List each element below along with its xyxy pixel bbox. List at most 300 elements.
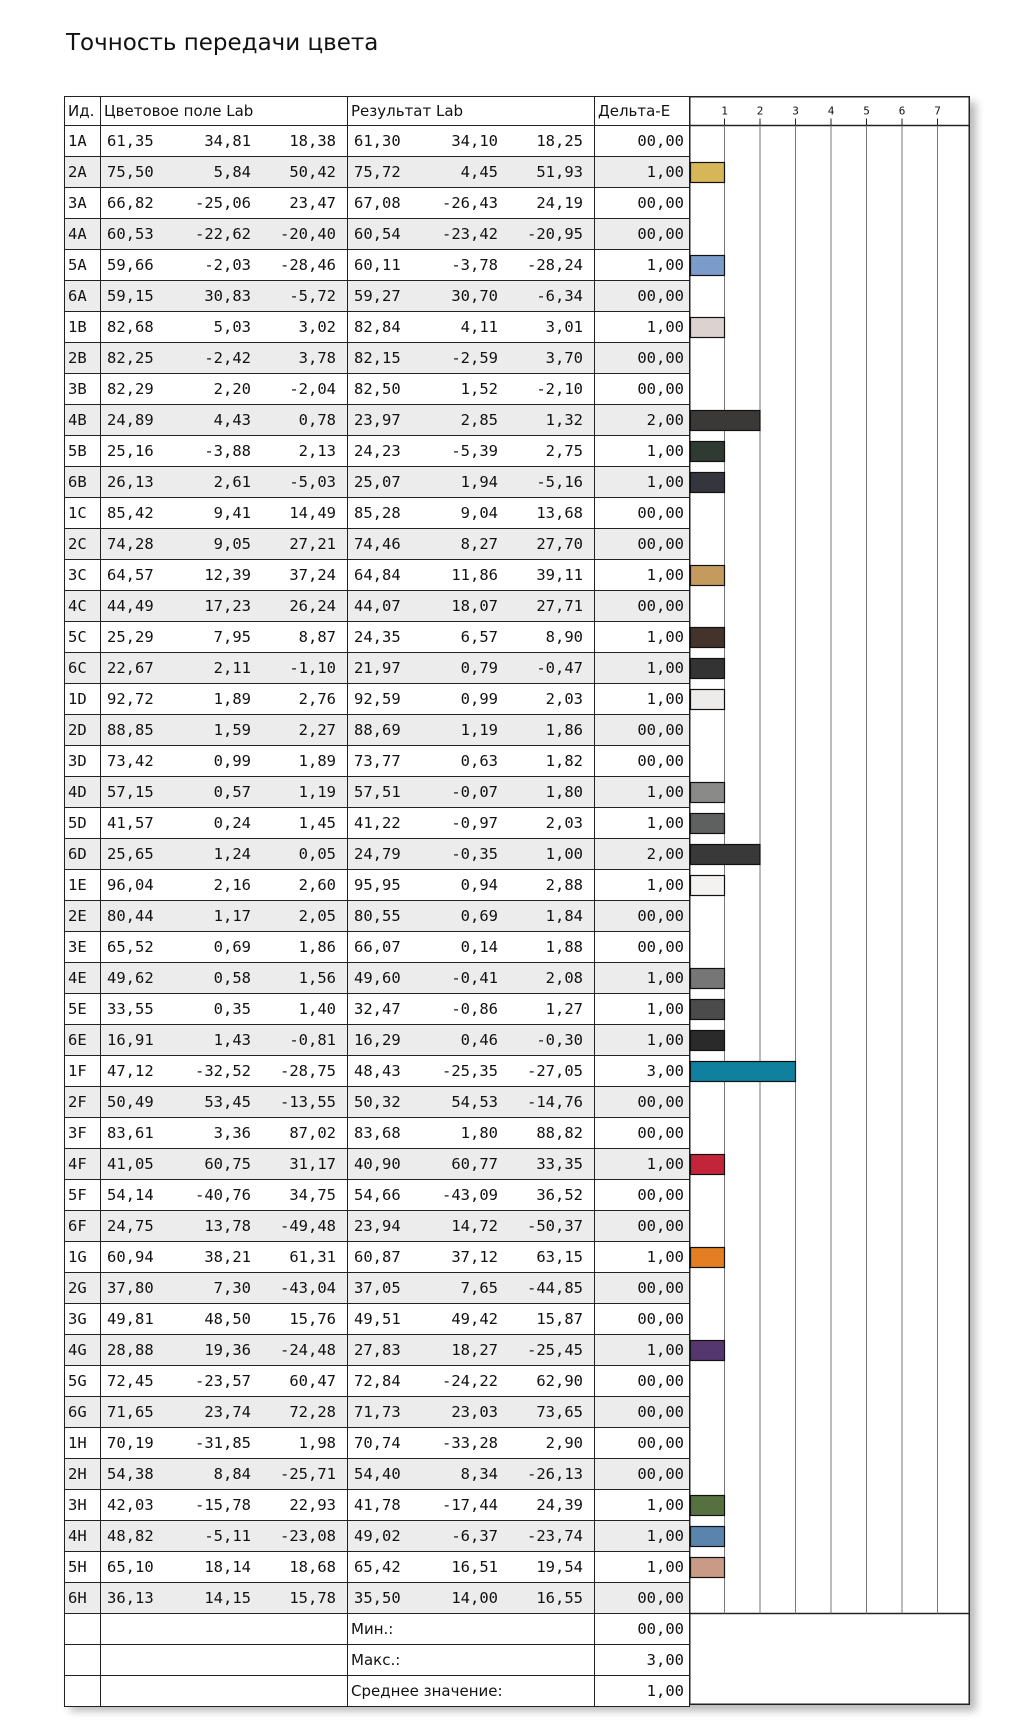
lab-l-value: 59,27 — [354, 287, 401, 305]
lab-l-value: 82,84 — [354, 318, 401, 336]
lab-b-value: 3,02 — [298, 318, 336, 336]
patch-id: 3H — [65, 1490, 101, 1521]
target-lab-cell — [101, 1180, 348, 1211]
lab-l-value: 49,60 — [354, 969, 401, 987]
patch-id: 2C — [65, 529, 101, 560]
target-lab-cell — [101, 839, 348, 870]
lab-a-value: 0,69 — [213, 938, 251, 956]
lab-l-value: 41,78 — [354, 1496, 401, 1514]
delta-e-bar — [691, 256, 725, 276]
lab-b-value: 27,70 — [536, 535, 583, 553]
table-row — [65, 1087, 690, 1118]
lab-a-value: 48,50 — [204, 1310, 251, 1328]
lab-a-value: -0,07 — [451, 783, 498, 801]
lab-a-value: 1,80 — [460, 1124, 498, 1142]
delta-e-bar — [691, 318, 725, 338]
lab-b-value: 2,90 — [545, 1434, 583, 1452]
delta-e-bar — [691, 814, 725, 834]
result-lab-cell — [348, 808, 595, 839]
lab-b-value: 51,93 — [536, 163, 583, 181]
delta-e-value: 00,00 — [595, 219, 690, 250]
lab-l-value: 37,05 — [354, 1279, 401, 1297]
delta-e-bar — [691, 783, 725, 803]
result-lab-cell — [348, 1366, 595, 1397]
lab-a-value: 18,27 — [451, 1341, 498, 1359]
result-lab-cell — [348, 157, 595, 188]
lab-b-value: -43,04 — [280, 1279, 336, 1297]
result-lab-cell — [348, 1335, 595, 1366]
lab-l-value: 26,13 — [107, 473, 154, 491]
delta-e-value: 1,00 — [595, 684, 690, 715]
lab-b-value: -25,71 — [280, 1465, 336, 1483]
lab-b-value: 0,05 — [298, 845, 336, 863]
result-lab-cell — [348, 436, 595, 467]
lab-l-value: 32,47 — [354, 1000, 401, 1018]
lab-a-value: -25,35 — [442, 1062, 498, 1080]
lab-b-value: 1,56 — [298, 969, 336, 987]
target-lab-cell — [101, 312, 348, 343]
lab-b-value: 61,31 — [289, 1248, 336, 1266]
table-row — [65, 312, 690, 343]
lab-b-value: 37,24 — [289, 566, 336, 584]
color-accuracy-report — [64, 96, 970, 1705]
patch-id: 4B — [65, 405, 101, 436]
result-lab-cell — [348, 1180, 595, 1211]
delta-e-value: 1,00 — [595, 622, 690, 653]
lab-l-value: 25,16 — [107, 442, 154, 460]
patch-id: 6A — [65, 281, 101, 312]
patch-id: 4G — [65, 1335, 101, 1366]
lab-l-value: 16,91 — [107, 1031, 154, 1049]
delta-e-bar-chart — [689, 96, 970, 1705]
lab-a-value: -5,11 — [204, 1527, 251, 1545]
delta-e-value: 00,00 — [595, 188, 690, 219]
lab-b-value: 18,38 — [289, 132, 336, 150]
lab-b-value: 8,87 — [298, 628, 336, 646]
lab-a-value: -17,44 — [442, 1496, 498, 1514]
delta-e-bar — [691, 845, 761, 865]
lab-b-value: -1,10 — [289, 659, 336, 677]
lab-b-value: 88,82 — [536, 1124, 583, 1142]
target-lab-cell — [101, 1490, 348, 1521]
lab-b-value: -2,04 — [289, 380, 336, 398]
patch-id: 5F — [65, 1180, 101, 1211]
result-lab-cell — [348, 1521, 595, 1552]
delta-e-bar — [691, 442, 725, 462]
lab-a-value: -3,88 — [204, 442, 251, 460]
table-row — [65, 591, 690, 622]
delta-e-value: 1,00 — [595, 1490, 690, 1521]
patch-id: 3B — [65, 374, 101, 405]
lab-b-value: 15,76 — [289, 1310, 336, 1328]
delta-e-value: 1,00 — [595, 1149, 690, 1180]
lab-a-value: 53,45 — [204, 1093, 251, 1111]
lab-l-value: 25,07 — [354, 473, 401, 491]
result-lab-cell — [348, 1397, 595, 1428]
lab-b-value: 3,78 — [298, 349, 336, 367]
lab-a-value: 1,59 — [213, 721, 251, 739]
lab-l-value: 27,83 — [354, 1341, 401, 1359]
delta-e-value: 00,00 — [595, 1273, 690, 1304]
lab-l-value: 61,30 — [354, 132, 401, 150]
lab-l-value: 59,15 — [107, 287, 154, 305]
target-lab-cell — [101, 1149, 348, 1180]
result-lab-cell — [348, 405, 595, 436]
page-title: Точность передачи цвета — [66, 30, 379, 56]
target-lab-cell — [101, 746, 348, 777]
lab-a-value: 23,03 — [451, 1403, 498, 1421]
lab-l-value: 49,81 — [107, 1310, 154, 1328]
target-lab-cell — [101, 126, 348, 157]
delta-e-value: 1,00 — [595, 870, 690, 901]
result-lab-cell — [348, 1428, 595, 1459]
lab-b-value: 2,13 — [298, 442, 336, 460]
result-lab-cell — [348, 1211, 595, 1242]
lab-a-value: 30,70 — [451, 287, 498, 305]
lab-b-value: -0,30 — [536, 1031, 583, 1049]
patch-id: 6H — [65, 1583, 101, 1614]
result-lab-cell — [348, 312, 595, 343]
delta-e-value: 00,00 — [595, 746, 690, 777]
table-row — [65, 436, 690, 467]
summary-row — [65, 1614, 690, 1645]
delta-e-value: 00,00 — [595, 1397, 690, 1428]
delta-e-value: 00,00 — [595, 126, 690, 157]
lab-l-value: 71,65 — [107, 1403, 154, 1421]
delta-e-value: 1,00 — [595, 436, 690, 467]
target-lab-cell — [101, 529, 348, 560]
delta-e-bar — [691, 1000, 725, 1020]
lab-b-value: -5,16 — [536, 473, 583, 491]
lab-a-value: 9,05 — [213, 535, 251, 553]
delta-e-value: 00,00 — [595, 1428, 690, 1459]
result-lab-cell — [348, 343, 595, 374]
lab-b-value: 15,78 — [289, 1589, 336, 1607]
lab-l-value: 60,87 — [354, 1248, 401, 1266]
summary-value: 3,00 — [595, 1645, 690, 1676]
lab-l-value: 73,42 — [107, 752, 154, 770]
patch-id: 2B — [65, 343, 101, 374]
table-row — [65, 281, 690, 312]
lab-l-value: 95,95 — [354, 876, 401, 894]
lab-l-value: 49,51 — [354, 1310, 401, 1328]
target-lab-cell — [101, 870, 348, 901]
table-row — [65, 622, 690, 653]
lab-a-value: 1,19 — [460, 721, 498, 739]
chart-tick-label: 6 — [898, 104, 906, 118]
header-id: Ид. — [65, 97, 101, 126]
table-row — [65, 839, 690, 870]
lab-l-value: 72,84 — [354, 1372, 401, 1390]
patch-id: 5G — [65, 1366, 101, 1397]
lab-b-value: 26,24 — [289, 597, 336, 615]
result-lab-cell — [348, 1273, 595, 1304]
lab-b-value: 73,65 — [536, 1403, 583, 1421]
delta-e-value: 1,00 — [595, 157, 690, 188]
chart-tick-label: 3 — [792, 104, 799, 118]
lab-a-value: 8,84 — [213, 1465, 251, 1483]
target-lab-cell — [101, 1428, 348, 1459]
result-lab-cell — [348, 963, 595, 994]
result-lab-cell — [348, 839, 595, 870]
target-lab-cell — [101, 188, 348, 219]
table-row — [65, 1459, 690, 1490]
delta-e-value: 00,00 — [595, 932, 690, 963]
lab-b-value: 1,89 — [298, 752, 336, 770]
lab-b-value: 8,90 — [545, 628, 583, 646]
lab-b-value: 13,68 — [536, 504, 583, 522]
lab-a-value: -43,09 — [442, 1186, 498, 1204]
lab-a-value: 7,30 — [213, 1279, 251, 1297]
lab-b-value: 31,17 — [289, 1155, 336, 1173]
result-lab-cell — [348, 1583, 595, 1614]
lab-l-value: 96,04 — [107, 876, 154, 894]
patch-id: 6F — [65, 1211, 101, 1242]
lab-a-value: 5,84 — [213, 163, 251, 181]
lab-b-value: 2,08 — [545, 969, 583, 987]
patch-id: 6B — [65, 467, 101, 498]
target-lab-cell — [101, 1521, 348, 1552]
lab-b-value: 18,25 — [536, 132, 583, 150]
lab-b-value: -28,46 — [280, 256, 336, 274]
lab-b-value: 3,70 — [545, 349, 583, 367]
chart-tick-label: 4 — [827, 104, 835, 118]
lab-l-value: 28,88 — [107, 1341, 154, 1359]
target-lab-cell — [101, 994, 348, 1025]
delta-e-value: 00,00 — [595, 343, 690, 374]
lab-l-value: 80,55 — [354, 907, 401, 925]
patch-id: 5E — [65, 994, 101, 1025]
chart-tick-label: 5 — [863, 104, 870, 118]
lab-b-value: 2,75 — [545, 442, 583, 460]
lab-b-value: -6,34 — [536, 287, 583, 305]
table-row — [65, 1397, 690, 1428]
lab-a-value: -26,43 — [442, 194, 498, 212]
target-lab-cell — [101, 1397, 348, 1428]
patch-id: 3C — [65, 560, 101, 591]
delta-e-bar — [691, 628, 725, 648]
lab-a-value: 0,79 — [460, 659, 498, 677]
lab-b-value: 2,05 — [298, 907, 336, 925]
lab-b-value: 63,15 — [536, 1248, 583, 1266]
lab-a-value: -0,35 — [451, 845, 498, 863]
target-lab-cell — [101, 1335, 348, 1366]
lab-b-value: 22,93 — [289, 1496, 336, 1514]
lab-b-value: -49,48 — [280, 1217, 336, 1235]
lab-a-value: 30,83 — [204, 287, 251, 305]
lab-l-value: 44,07 — [354, 597, 401, 615]
lab-b-value: 1,45 — [298, 814, 336, 832]
lab-l-value: 54,40 — [354, 1465, 401, 1483]
delta-e-value: 3,00 — [595, 1056, 690, 1087]
lab-a-value: 17,23 — [204, 597, 251, 615]
patch-id: 3G — [65, 1304, 101, 1335]
target-lab-cell — [101, 808, 348, 839]
result-lab-cell — [348, 1118, 595, 1149]
lab-b-value: -28,75 — [280, 1062, 336, 1080]
lab-l-value: 41,22 — [354, 814, 401, 832]
patch-id: 5B — [65, 436, 101, 467]
lab-a-value: -22,62 — [195, 225, 251, 243]
delta-e-bar — [691, 1155, 725, 1175]
table-header-row — [65, 97, 690, 126]
table-row — [65, 684, 690, 715]
lab-l-value: 44,49 — [107, 597, 154, 615]
lab-l-value: 74,28 — [107, 535, 154, 553]
lab-a-value: -0,97 — [451, 814, 498, 832]
target-lab-cell — [101, 405, 348, 436]
lab-a-value: 9,41 — [213, 504, 251, 522]
lab-a-value: 0,99 — [213, 752, 251, 770]
lab-a-value: -32,52 — [195, 1062, 251, 1080]
lab-a-value: 1,89 — [213, 690, 251, 708]
result-lab-cell — [348, 281, 595, 312]
patch-id: 2G — [65, 1273, 101, 1304]
lab-b-value: 36,52 — [536, 1186, 583, 1204]
lab-a-value: 2,61 — [213, 473, 251, 491]
lab-b-value: 1,82 — [545, 752, 583, 770]
lab-b-value: 16,55 — [536, 1589, 583, 1607]
lab-l-value: 59,66 — [107, 256, 154, 274]
table-row — [65, 560, 690, 591]
patch-id: 1G — [65, 1242, 101, 1273]
result-lab-cell — [348, 1552, 595, 1583]
lab-b-value: -23,08 — [280, 1527, 336, 1545]
table-row — [65, 1366, 690, 1397]
delta-e-bar — [691, 163, 725, 183]
lab-a-value: 0,14 — [460, 938, 498, 956]
lab-a-value: -3,78 — [451, 256, 498, 274]
delta-e-value: 1,00 — [595, 963, 690, 994]
lab-a-value: 14,15 — [204, 1589, 251, 1607]
lab-a-value: 19,36 — [204, 1341, 251, 1359]
table-row — [65, 1490, 690, 1521]
lab-a-value: 14,00 — [451, 1589, 498, 1607]
delta-e-value: 1,00 — [595, 1025, 690, 1056]
result-lab-cell — [348, 1304, 595, 1335]
empty-cell — [65, 1614, 101, 1645]
result-lab-cell — [348, 777, 595, 808]
lab-l-value: 73,77 — [354, 752, 401, 770]
target-lab-cell — [101, 1459, 348, 1490]
table-row — [65, 157, 690, 188]
target-lab-cell — [101, 932, 348, 963]
delta-e-value: 00,00 — [595, 1087, 690, 1118]
lab-a-value: 4,11 — [460, 318, 498, 336]
lab-a-value: -23,57 — [195, 1372, 251, 1390]
delta-e-value: 00,00 — [595, 529, 690, 560]
lab-b-value: -24,48 — [280, 1341, 336, 1359]
lab-b-value: 2,88 — [545, 876, 583, 894]
lab-b-value: -13,55 — [280, 1093, 336, 1111]
lab-l-value: 35,50 — [354, 1589, 401, 1607]
lab-b-value: 2,60 — [298, 876, 336, 894]
target-lab-cell — [101, 467, 348, 498]
lab-b-value: 1,80 — [545, 783, 583, 801]
lab-l-value: 82,25 — [107, 349, 154, 367]
lab-l-value: 74,46 — [354, 535, 401, 553]
summary-row — [65, 1645, 690, 1676]
empty-cell — [101, 1614, 348, 1645]
summary-row — [65, 1676, 690, 1707]
header-delta-e: Дельта-E — [595, 97, 690, 126]
table-row — [65, 1180, 690, 1211]
delta-e-value: 00,00 — [595, 591, 690, 622]
lab-l-value: 75,50 — [107, 163, 154, 181]
lab-a-value: 3,36 — [213, 1124, 251, 1142]
lab-l-value: 66,82 — [107, 194, 154, 212]
result-lab-cell — [348, 622, 595, 653]
lab-a-value: 49,42 — [451, 1310, 498, 1328]
lab-l-value: 25,29 — [107, 628, 154, 646]
lab-b-value: -26,13 — [527, 1465, 583, 1483]
result-lab-cell — [348, 498, 595, 529]
lab-b-value: 14,49 — [289, 504, 336, 522]
table-row — [65, 932, 690, 963]
delta-e-value: 1,00 — [595, 250, 690, 281]
table-row — [65, 343, 690, 374]
table-row — [65, 963, 690, 994]
table-body — [65, 126, 690, 1614]
result-lab-cell — [348, 1025, 595, 1056]
lab-l-value: 23,97 — [354, 411, 401, 429]
lab-l-value: 49,02 — [354, 1527, 401, 1545]
target-lab-cell — [101, 1273, 348, 1304]
lab-l-value: 50,32 — [354, 1093, 401, 1111]
table-row — [65, 1521, 690, 1552]
lab-b-value: -23,74 — [527, 1527, 583, 1545]
target-lab-cell — [101, 1304, 348, 1335]
lab-l-value: 80,44 — [107, 907, 154, 925]
lab-a-value: -15,78 — [195, 1496, 251, 1514]
delta-e-bar — [691, 473, 725, 493]
target-lab-cell — [101, 281, 348, 312]
lab-a-value: -2,59 — [451, 349, 498, 367]
lab-l-value: 67,08 — [354, 194, 401, 212]
delta-e-value: 00,00 — [595, 374, 690, 405]
lab-b-value: 72,28 — [289, 1403, 336, 1421]
lab-b-value: -50,37 — [527, 1217, 583, 1235]
patch-id: 3F — [65, 1118, 101, 1149]
lab-b-value: 2,03 — [545, 690, 583, 708]
target-lab-cell — [101, 343, 348, 374]
summary-label: Макс.: — [348, 1645, 595, 1676]
result-lab-cell — [348, 529, 595, 560]
result-lab-cell — [348, 591, 595, 622]
table-row — [65, 1552, 690, 1583]
lab-l-value: 25,65 — [107, 845, 154, 863]
lab-a-value: 2,11 — [213, 659, 251, 677]
lab-b-value: -5,72 — [289, 287, 336, 305]
patch-id: 1C — [65, 498, 101, 529]
lab-l-value: 41,05 — [107, 1155, 154, 1173]
table-row — [65, 188, 690, 219]
lab-l-value: 82,68 — [107, 318, 154, 336]
delta-e-value: 00,00 — [595, 1180, 690, 1211]
delta-e-bar — [691, 659, 725, 679]
lab-l-value: 41,57 — [107, 814, 154, 832]
patch-id: 1F — [65, 1056, 101, 1087]
lab-a-value: 54,53 — [451, 1093, 498, 1111]
delta-e-value: 00,00 — [595, 1583, 690, 1614]
lab-a-value: 0,57 — [213, 783, 251, 801]
lab-b-value: -2,10 — [536, 380, 583, 398]
delta-e-bar — [691, 1496, 725, 1516]
lab-b-value: 1,86 — [298, 938, 336, 956]
lab-b-value: -44,85 — [527, 1279, 583, 1297]
lab-a-value: 2,16 — [213, 876, 251, 894]
patch-id: 1H — [65, 1428, 101, 1459]
